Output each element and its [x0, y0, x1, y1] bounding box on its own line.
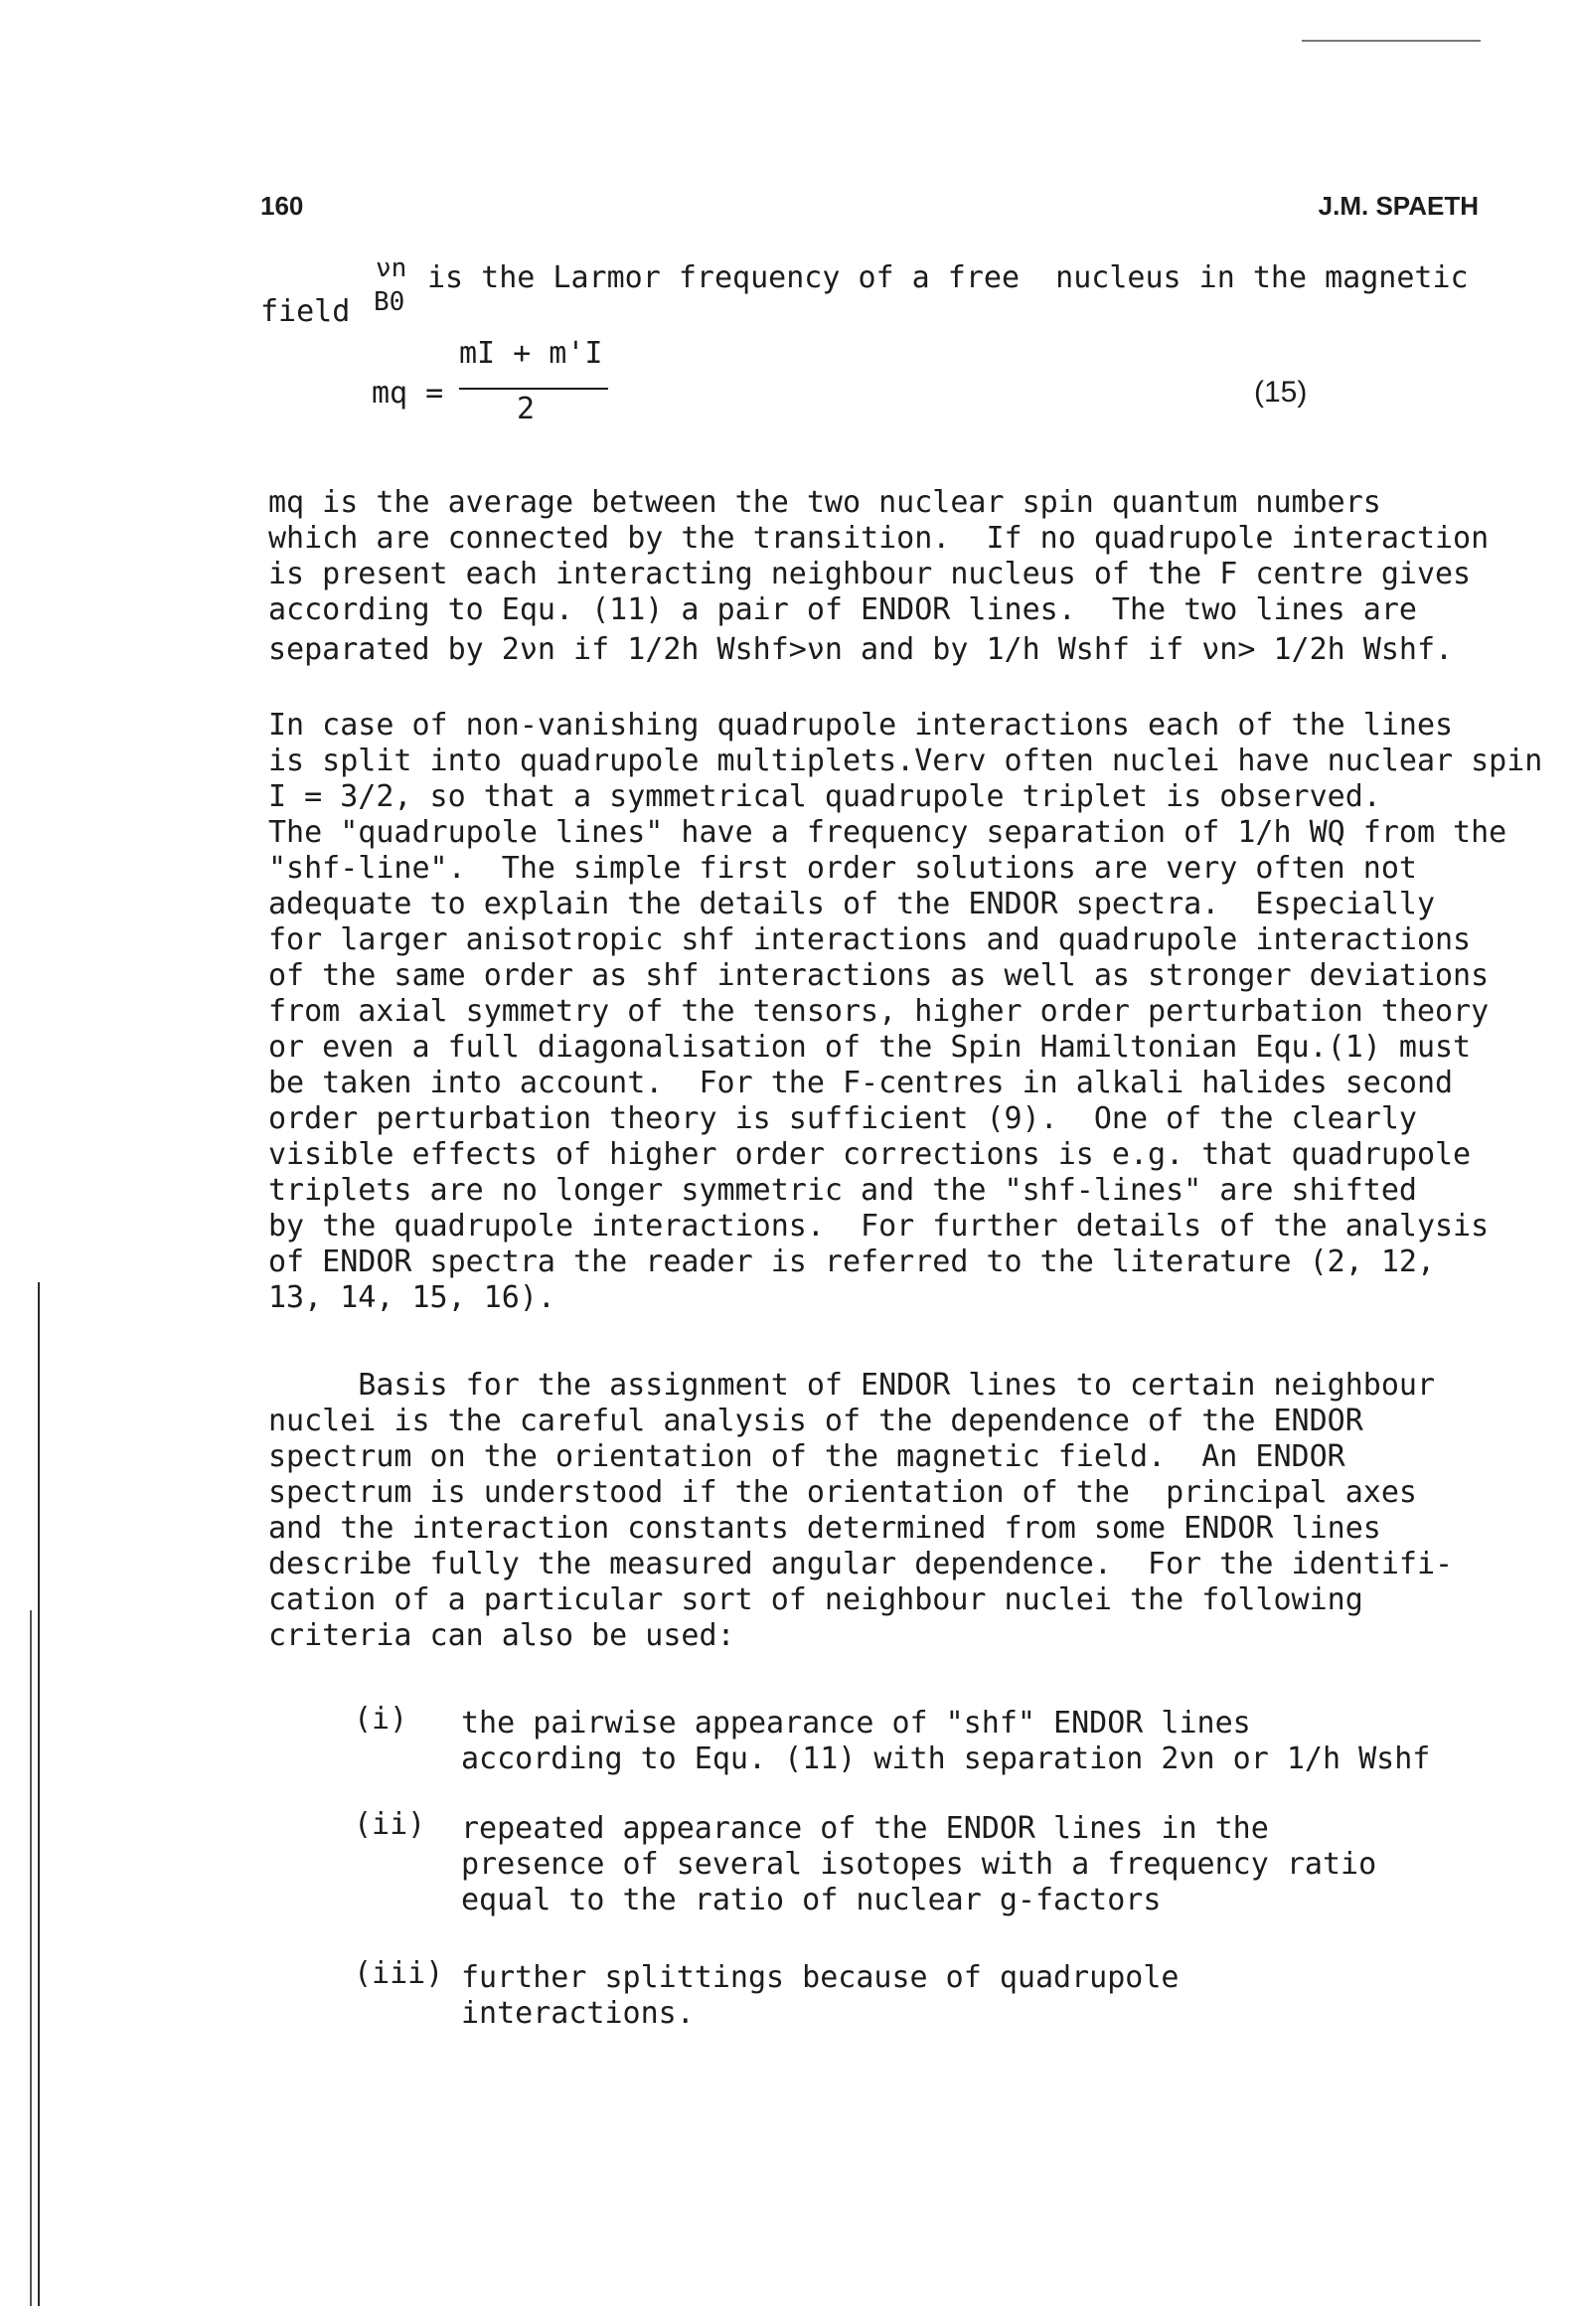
- criterion-line: the pairwise appearance of "shf" ENDOR lines: [461, 1706, 1251, 1741]
- criterion-line: presence of several isotopes with a frequency ratio: [461, 1847, 1377, 1882]
- para2-line: The "quadrupole lines" have a frequency separation of 1/h WQ from the: [268, 815, 1507, 850]
- equation-numerator: mI + m'I: [459, 336, 603, 371]
- nu-n-symbol: νn: [376, 253, 407, 283]
- para2-line: In case of non-vanishing quadrupole interactions each of the lines: [268, 708, 1454, 743]
- equation-fraction-bar: [459, 388, 608, 390]
- criterion-line: repeated appearance of the ENDOR lines in the: [461, 1811, 1269, 1846]
- para3-line: cation of a particular sort of neighbour nuclei the following: [268, 1582, 1363, 1617]
- para2-line: of ENDOR spectra the reader is referred to the literature (2, 12,: [268, 1245, 1435, 1279]
- para2-line: is split into quadrupole multiplets.Verv often nuclei have nuclear spin: [268, 744, 1543, 778]
- para2-line: from axial symmetry of the tensors, higher order perturbation theory: [268, 994, 1490, 1029]
- para3-line: Basis for the assignment of ENDOR lines to certain neighbour: [268, 1368, 1435, 1403]
- criterion-label: (iii): [354, 1956, 444, 1991]
- para2-line: order perturbation theory is sufficient (9). One of the clearly: [268, 1101, 1417, 1136]
- para3-line: spectrum is understood if the orientation of the principal axes: [268, 1475, 1417, 1510]
- para2-line: or even a full diagonalisation of the Spin Hamiltonian Equ.(1) must: [268, 1030, 1472, 1065]
- para1-line: is present each interacting neighbour nucleus of the F centre gives: [268, 557, 1472, 591]
- para3-line: describe fully the measured angular dependence. For the identifi-: [268, 1547, 1454, 1581]
- para2-line: for larger anisotropic shf interactions and quadrupole interactions: [268, 922, 1472, 957]
- para2-line: adequate to explain the details of the ENDOR spectra. Especially: [268, 887, 1435, 921]
- equation-number: (15): [1254, 376, 1308, 409]
- scan-edge-line: [30, 1610, 32, 2306]
- para1-line: which are connected by the transition. If no quadrupole interaction: [268, 521, 1490, 556]
- para2-line: of the same order as shf interactions as well as stronger deviations: [268, 958, 1490, 993]
- scan-edge-line: [38, 1282, 40, 2306]
- para2-line: "shf-line". The simple first order solutions are very often not: [268, 851, 1417, 886]
- equation-denominator: 2: [517, 392, 536, 426]
- para2-line: 13, 14, 15, 16).: [268, 1280, 555, 1315]
- b0-symbol: B0: [374, 287, 405, 317]
- para3-line: and the interaction constants determined from some ENDOR lines: [268, 1511, 1381, 1546]
- para1-line: separated by 2νn if 1/2h Wshf>νn and by 1/h Wshf if νn> 1/2h Wshf.: [268, 632, 1454, 667]
- para3-line: spectrum on the orientation of the magnetic field. An ENDOR: [268, 1439, 1345, 1474]
- scan-artifact-rule: [1302, 40, 1481, 42]
- para2-line: I = 3/2, so that a symmetrical quadrupole triplet is observed.: [268, 779, 1381, 814]
- page-number: 160: [260, 191, 304, 221]
- page-header: [260, 191, 1479, 231]
- para2-line: visible effects of higher order corrections is e.g. that quadrupole: [268, 1137, 1472, 1172]
- criterion-line: further splittings because of quadrupole: [461, 1960, 1180, 1995]
- para3-line: criteria can also be used:: [268, 1618, 735, 1653]
- criterion-line: interactions.: [461, 1996, 695, 2031]
- running-head: J.M. SPAETH: [1318, 191, 1479, 221]
- para2-line: triplets are no longer symmetric and the "shf-lines" are shifted: [268, 1173, 1417, 1208]
- para2-line: be taken into account. For the F-centres in alkali halides second: [268, 1066, 1454, 1100]
- equation-lhs: mq =: [372, 376, 444, 411]
- criterion-label: (ii): [354, 1807, 426, 1842]
- para3-line: nuclei is the careful analysis of the dependence of the ENDOR: [268, 1404, 1363, 1438]
- intro-line-1: is the Larmor frequency of a free nucleus in the magnetic: [427, 260, 1469, 295]
- criterion-line: according to Equ. (11) with separation 2νn or 1/h Wshf: [461, 1742, 1431, 1776]
- criterion-line: equal to the ratio of nuclear g-factors: [461, 1883, 1162, 1917]
- para1-line: mq is the average between the two nuclear spin quantum numbers: [268, 485, 1381, 520]
- para2-line: by the quadrupole interactions. For further details of the analysis: [268, 1209, 1490, 1244]
- para1-line: according to Equ. (11) a pair of ENDOR lines. The two lines are: [268, 592, 1417, 627]
- intro-line-2: field: [260, 294, 351, 329]
- criterion-label: (i): [354, 1702, 408, 1737]
